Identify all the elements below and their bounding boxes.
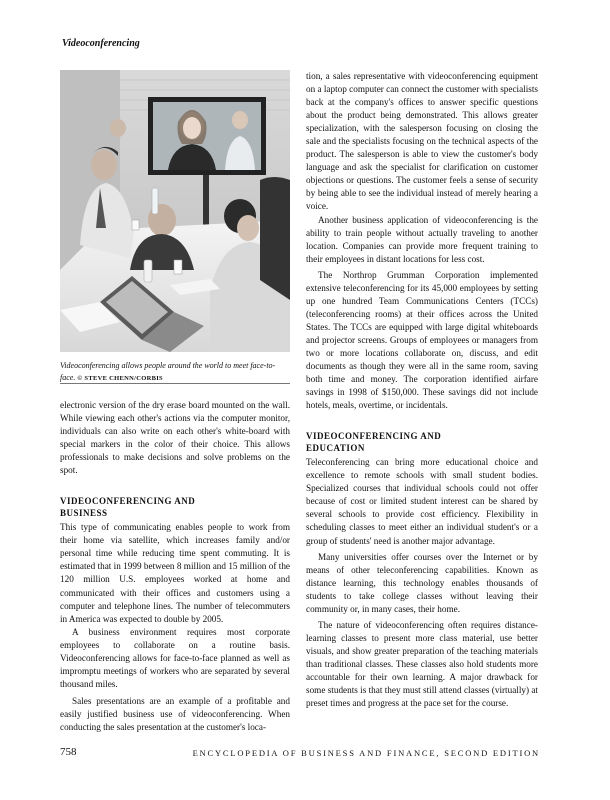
paragraph: The Northrop Grumman Corporation implemented extensive teleconferencing for its 45,000 employees by setting up one hundred Team Communications Centers (TCCs) (teleconferencing rooms) at their offices across the United States. The TCCs are equipped with large digital whiteboards and projector screens. Groups of employees or managers from two or more locations collaborate on, discuss, and edit documents as though they were all in the same room, saving both time and money. The corporation identified airfare savings in 1998 of $150,000. These savings did not include hotels, meals, overtime, or incidentals. — [306, 269, 538, 411]
section-heading-business: VIDEOCONFERENCING AND BUSINESS — [60, 496, 196, 519]
paragraph: Teleconferencing can bring more educational choice and excellence to remote schools with small student bodies. Specialized courses that individual schools could not offer because of cost or limited student interest can be shared by several schools to provide cost efficiency. Flexibility in scheduling classes to meet either an individual student's or a group of students' need is another major advantage. — [306, 457, 538, 546]
section-heading-education: VIDEOCONFERENCING AND EDUCATION — [306, 431, 442, 454]
paragraph: This type of communicating enables people to work from their home via satellite, which increases family and/or personal time while reducing time spent commuting. It is estimated that in 1999 between 8 million and 15 million of the 120 million U.S. employees worked at home and communicated with their offices and customers using a computer and telephone lines. The number of telecommuters in America was expected to double by 2005. — [60, 522, 290, 624]
paragraph: Sales presentations are an example of a profitable and easily justified business use of videoconferencing. When conducting the sales presentation at the customer's loca- — [60, 695, 290, 732]
paragraph: A business environment requires most corporate employees to collaborate on a routine basis. Videoconferencing allows for face-to-face planned as well as impromptu meetings of workers who are separated by several thousand miles. — [60, 626, 290, 689]
figure-caption — [60, 360, 290, 385]
paragraph: tion, a sales representative with videoconferencing equipment on a laptop computer can connect the customer with specialists back at the company's offices to answer specific questions about the product being demonstrated. This allows greater specialization, with the salesperson focusing on closing the sale and the specialists focusing on the technical aspects of the product. The salesperson is able to view the customer's body language and ask the specialist for clarification on customer objections or questions. The customer feels a sense of security by being able to see the individual instead of merely hearing a voice. — [306, 71, 538, 212]
videoconference-photo — [60, 70, 290, 352]
caption-text: Videoconferencing allows people around the world to meet face-to-face. — [60, 361, 276, 382]
photo-credit: © STEVE CHENN/CORBIS — [77, 375, 163, 382]
left-column — [60, 399, 290, 734]
right-column — [306, 70, 538, 710]
paragraph: electronic version of the dry erase board mounted on the wall. While viewing each other's actions via the computer monitor, individuals can also write on each other's white-board with special markers in the color of their choice. This allows professionals to make decisions and solve problems on the spot. — [60, 400, 290, 476]
paragraph: The nature of videoconferencing often requires distance-learning classes to present more class material, use better visuals, and show greater preparation of the teaching materials than traditional classes. These classes also hold students more accountable for their own learning. A major drawback for some students is that they must still attend classes (virtually) at preset times and progress at the pace set for the course. — [306, 619, 538, 709]
paragraph: Another business application of videoconferencing is the ability to train people without actually traveling to another location. Companies can provide more frequent training to their employees in distant locations for less cost. — [306, 214, 538, 264]
running-footer: ENCYCLOPEDIA OF BUSINESS AND FINANCE, SECOND EDITION — [192, 748, 540, 758]
caption-rule — [60, 383, 290, 384]
running-header: Videoconferencing — [62, 38, 140, 49]
paragraph: Many universities offer courses over the Internet or by means of other teleconferencing capabilities. Known as distance learning, this technology enables thousands of students to take college classes without leaving their community or, in many cases, their home. — [306, 551, 538, 614]
page-number: 758 — [60, 746, 77, 758]
